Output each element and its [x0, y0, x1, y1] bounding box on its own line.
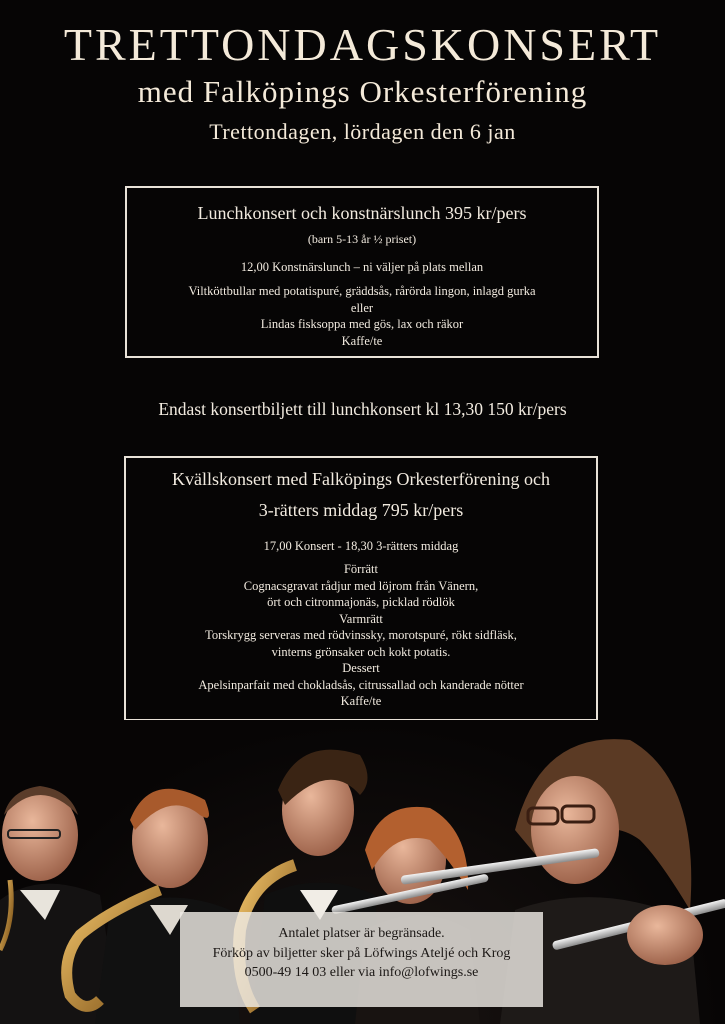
lunch-heading: Lunchkonsert och konstnärslunch 395 kr/pers — [197, 203, 527, 223]
info-line: Förköp av biljetter sker på Löfwings Ateljé och Krog — [212, 945, 511, 961]
poster-title: TRETTONDAGSKONSERT — [63, 19, 662, 70]
lunch-box — [125, 186, 599, 358]
info-contact-line: 0500-49 14 03 eller via info@lofwings.se — [244, 965, 479, 980]
evening-box — [124, 456, 598, 721]
evening-menu-item: Torskrygg serveras med rödvinssky, morotspuré, rökt sidfläsk, — [205, 628, 517, 642]
lunch-menu-item: Viltköttbullar med potatispuré, gräddsås, rårörda lingon, inlagd gurka — [188, 284, 536, 298]
poster-date: Trettondagen, lördagen den 6 jan — [209, 119, 516, 144]
evening-menu-item: ört och citronmajonäs, picklad rödlök — [267, 595, 455, 609]
lunch-time-line: 12,00 Konstnärslunch – ni väljer på plats mellan — [240, 260, 484, 274]
evening-menu — [126, 561, 596, 710]
lunch-menu-item: eller — [350, 300, 374, 315]
evening-menu-item: Apelsinparfait med chokladsås, citrussallad och kanderade nötter — [198, 677, 524, 692]
evening-heading-line: 3-rätters middag 795 kr/pers — [258, 500, 464, 520]
evening-heading-line: Kvällskonsert med Falköpings Orkesterförening och — [172, 469, 550, 489]
evening-menu-item: vinterns grönsaker och kokt potatis. — [271, 644, 451, 659]
evening-menu-item: Cognacsgravat rådjur med löjrom från Vänern, — [243, 578, 479, 593]
evening-menu-item: Förrätt — [343, 562, 379, 576]
lunch-price-note: (barn 5-13 år ½ priset) — [307, 232, 417, 246]
concert-only-ticket: Endast konsertbiljett till lunchkonsert kl 13,30 150 kr/pers — [158, 399, 567, 419]
evening-time-line: 17,00 Konsert - 18,30 3-rätters middag — [263, 539, 459, 553]
evening-menu-item: Varmrätt — [339, 611, 383, 626]
info-line: Antalet platser är begränsade. — [278, 926, 445, 941]
evening-menu-item: Dessert — [342, 661, 380, 675]
info-box — [180, 912, 543, 1007]
lunch-menu-item: Lindas fisksoppa med gös, lax och räkor — [260, 317, 464, 331]
poster-subtitle: med Falköpings Orkesterförening — [137, 74, 588, 109]
lunch-menu — [127, 283, 597, 349]
evening-heading — [126, 464, 596, 526]
lunch-menu-item: Kaffe/te — [341, 333, 383, 348]
evening-menu-item: Kaffe/te — [340, 694, 382, 708]
